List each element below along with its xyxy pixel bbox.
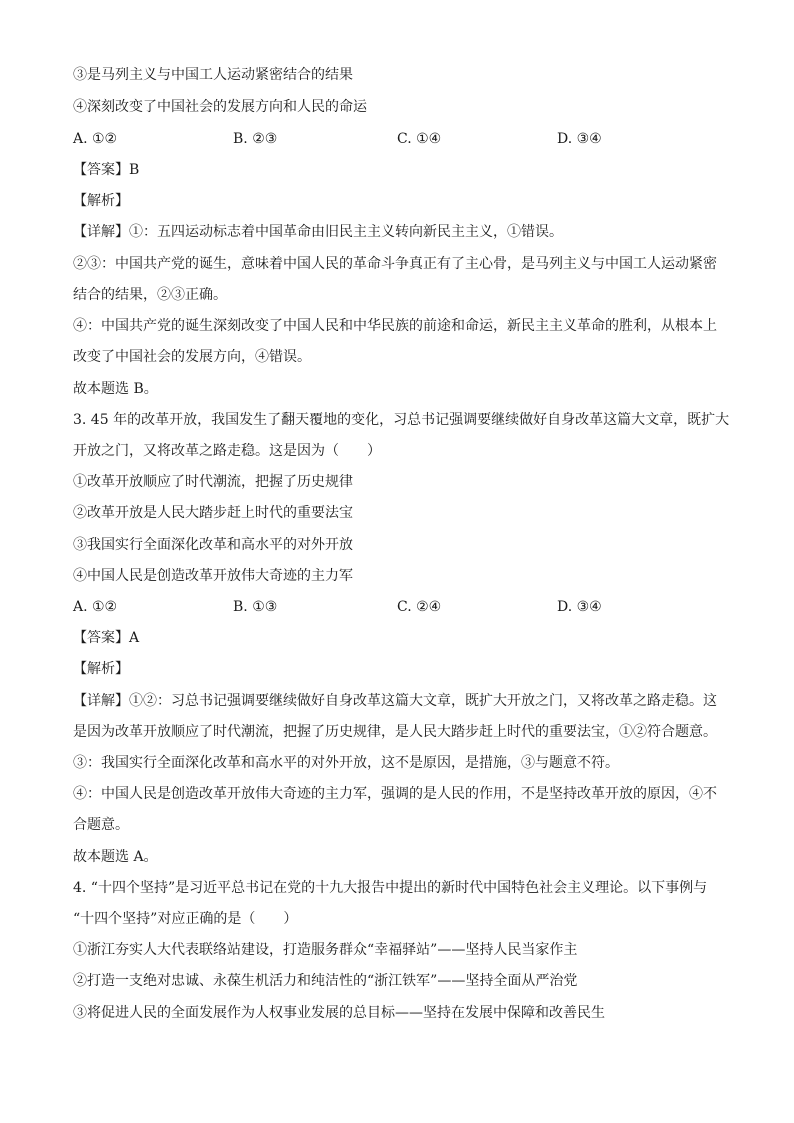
q2-explain-line: 改变了中国社会的发展方向，④错误。	[73, 349, 311, 365]
q2-analysis-heading: 【解析】	[73, 193, 129, 209]
q3-option-a: A. ①②	[73, 599, 118, 615]
q3-item-3: ③我国实行全面深化改革和高水平的对外开放	[73, 537, 353, 553]
q3-explain-line: 是因为改革开放顺应了时代潮流，把握了历史规律，是人民大踏步赶上时代的重要法宝，①②符合题意。	[73, 724, 717, 740]
q3-explain-line: ④：中国人民是创造改革开放伟大奇迹的主力军，强调的是人民的作用，不是坚持改革开放的原因，④不	[73, 786, 717, 802]
q3-answer: 【答案】A	[73, 630, 140, 646]
q3-explain-line: 合题意。	[73, 817, 129, 833]
q3-item-4: ④中国人民是创造改革开放伟大奇迹的主力军	[73, 568, 353, 584]
q2-answer: 【答案】B	[73, 162, 140, 178]
q2-item-3: ③是马列主义与中国工人运动紧密结合的结果	[73, 67, 353, 83]
q4-item-2: ②打造一支绝对忠诚、永葆生机活力和纯洁性的“浙江铁军”——坚持全面从严治党	[73, 973, 578, 989]
q2-conclusion: 故本题选 B。	[73, 381, 158, 397]
q3-option-c: C. ②④	[397, 599, 442, 615]
q4-stem-line: 4. “十四个坚持”是习近平总书记在党的十九大报告中提出的新时代中国特色社会主义理论。以下事例与	[73, 880, 708, 896]
q4-item-1: ①浙江夯实人大代表联络站建设，打造服务群众“幸福驿站”——坚持人民当家作主	[73, 942, 578, 958]
q3-stem-line: 3. 45 年的改革开放，我国发生了翻天覆地的变化，习总书记强调要继续做好自身改革这篇大文章，既扩大	[73, 412, 730, 428]
q2-option-b: B. ②③	[233, 131, 278, 147]
q3-explain-line: ③：我国实行全面深化改革和高水平的对外开放，这不是原因，是措施，③与题意不符。	[73, 755, 619, 771]
q2-item-4: ④深刻改变了中国社会的发展方向和人民的命运	[73, 99, 367, 115]
q2-option-d: D. ③④	[557, 131, 602, 147]
q2-explain-line: 结合的结果，②③正确。	[73, 287, 227, 303]
q2-explain-line: 【详解】①：五四运动标志着中国革命由旧民主主义转向新民主主义，①错误。	[73, 224, 563, 240]
q3-item-1: ①改革开放顺应了时代潮流，把握了历史规律	[73, 474, 353, 490]
q3-option-d: D. ③④	[557, 599, 602, 615]
q3-stem-line: 开放之门，又将改革之路走稳。这是因为（ ）	[73, 443, 381, 459]
q2-explain-line: ④：中国共产党的诞生深刻改变了中国人民和中华民族的前途和命运，新民主主义革命的胜利，从根本上	[73, 318, 717, 334]
q3-conclusion: 故本题选 A。	[73, 849, 158, 865]
q3-option-b: B. ①③	[233, 599, 278, 615]
q4-item-3: ③将促进人民的全面发展作为人权事业发展的总目标——坚持在发展中保障和改善民生	[73, 1005, 605, 1021]
q3-analysis-heading: 【解析】	[73, 661, 129, 677]
q3-item-2: ②改革开放是人民大踏步赶上时代的重要法宝	[73, 505, 353, 521]
q2-option-c: C. ①④	[397, 131, 442, 147]
q3-explain-line: 【详解】①②：习总书记强调要继续做好自身改革这篇大文章，既扩大开放之门，又将改革之路走稳。这	[73, 693, 717, 709]
q2-option-a: A. ①②	[73, 131, 118, 147]
q2-explain-line: ②③：中国共产党的诞生，意味着中国人民的革命斗争真正有了主心骨，是马列主义与中国工人运动紧密	[73, 256, 717, 272]
q4-stem-line: “十四个坚持”对应正确的是（ ）	[73, 911, 298, 927]
